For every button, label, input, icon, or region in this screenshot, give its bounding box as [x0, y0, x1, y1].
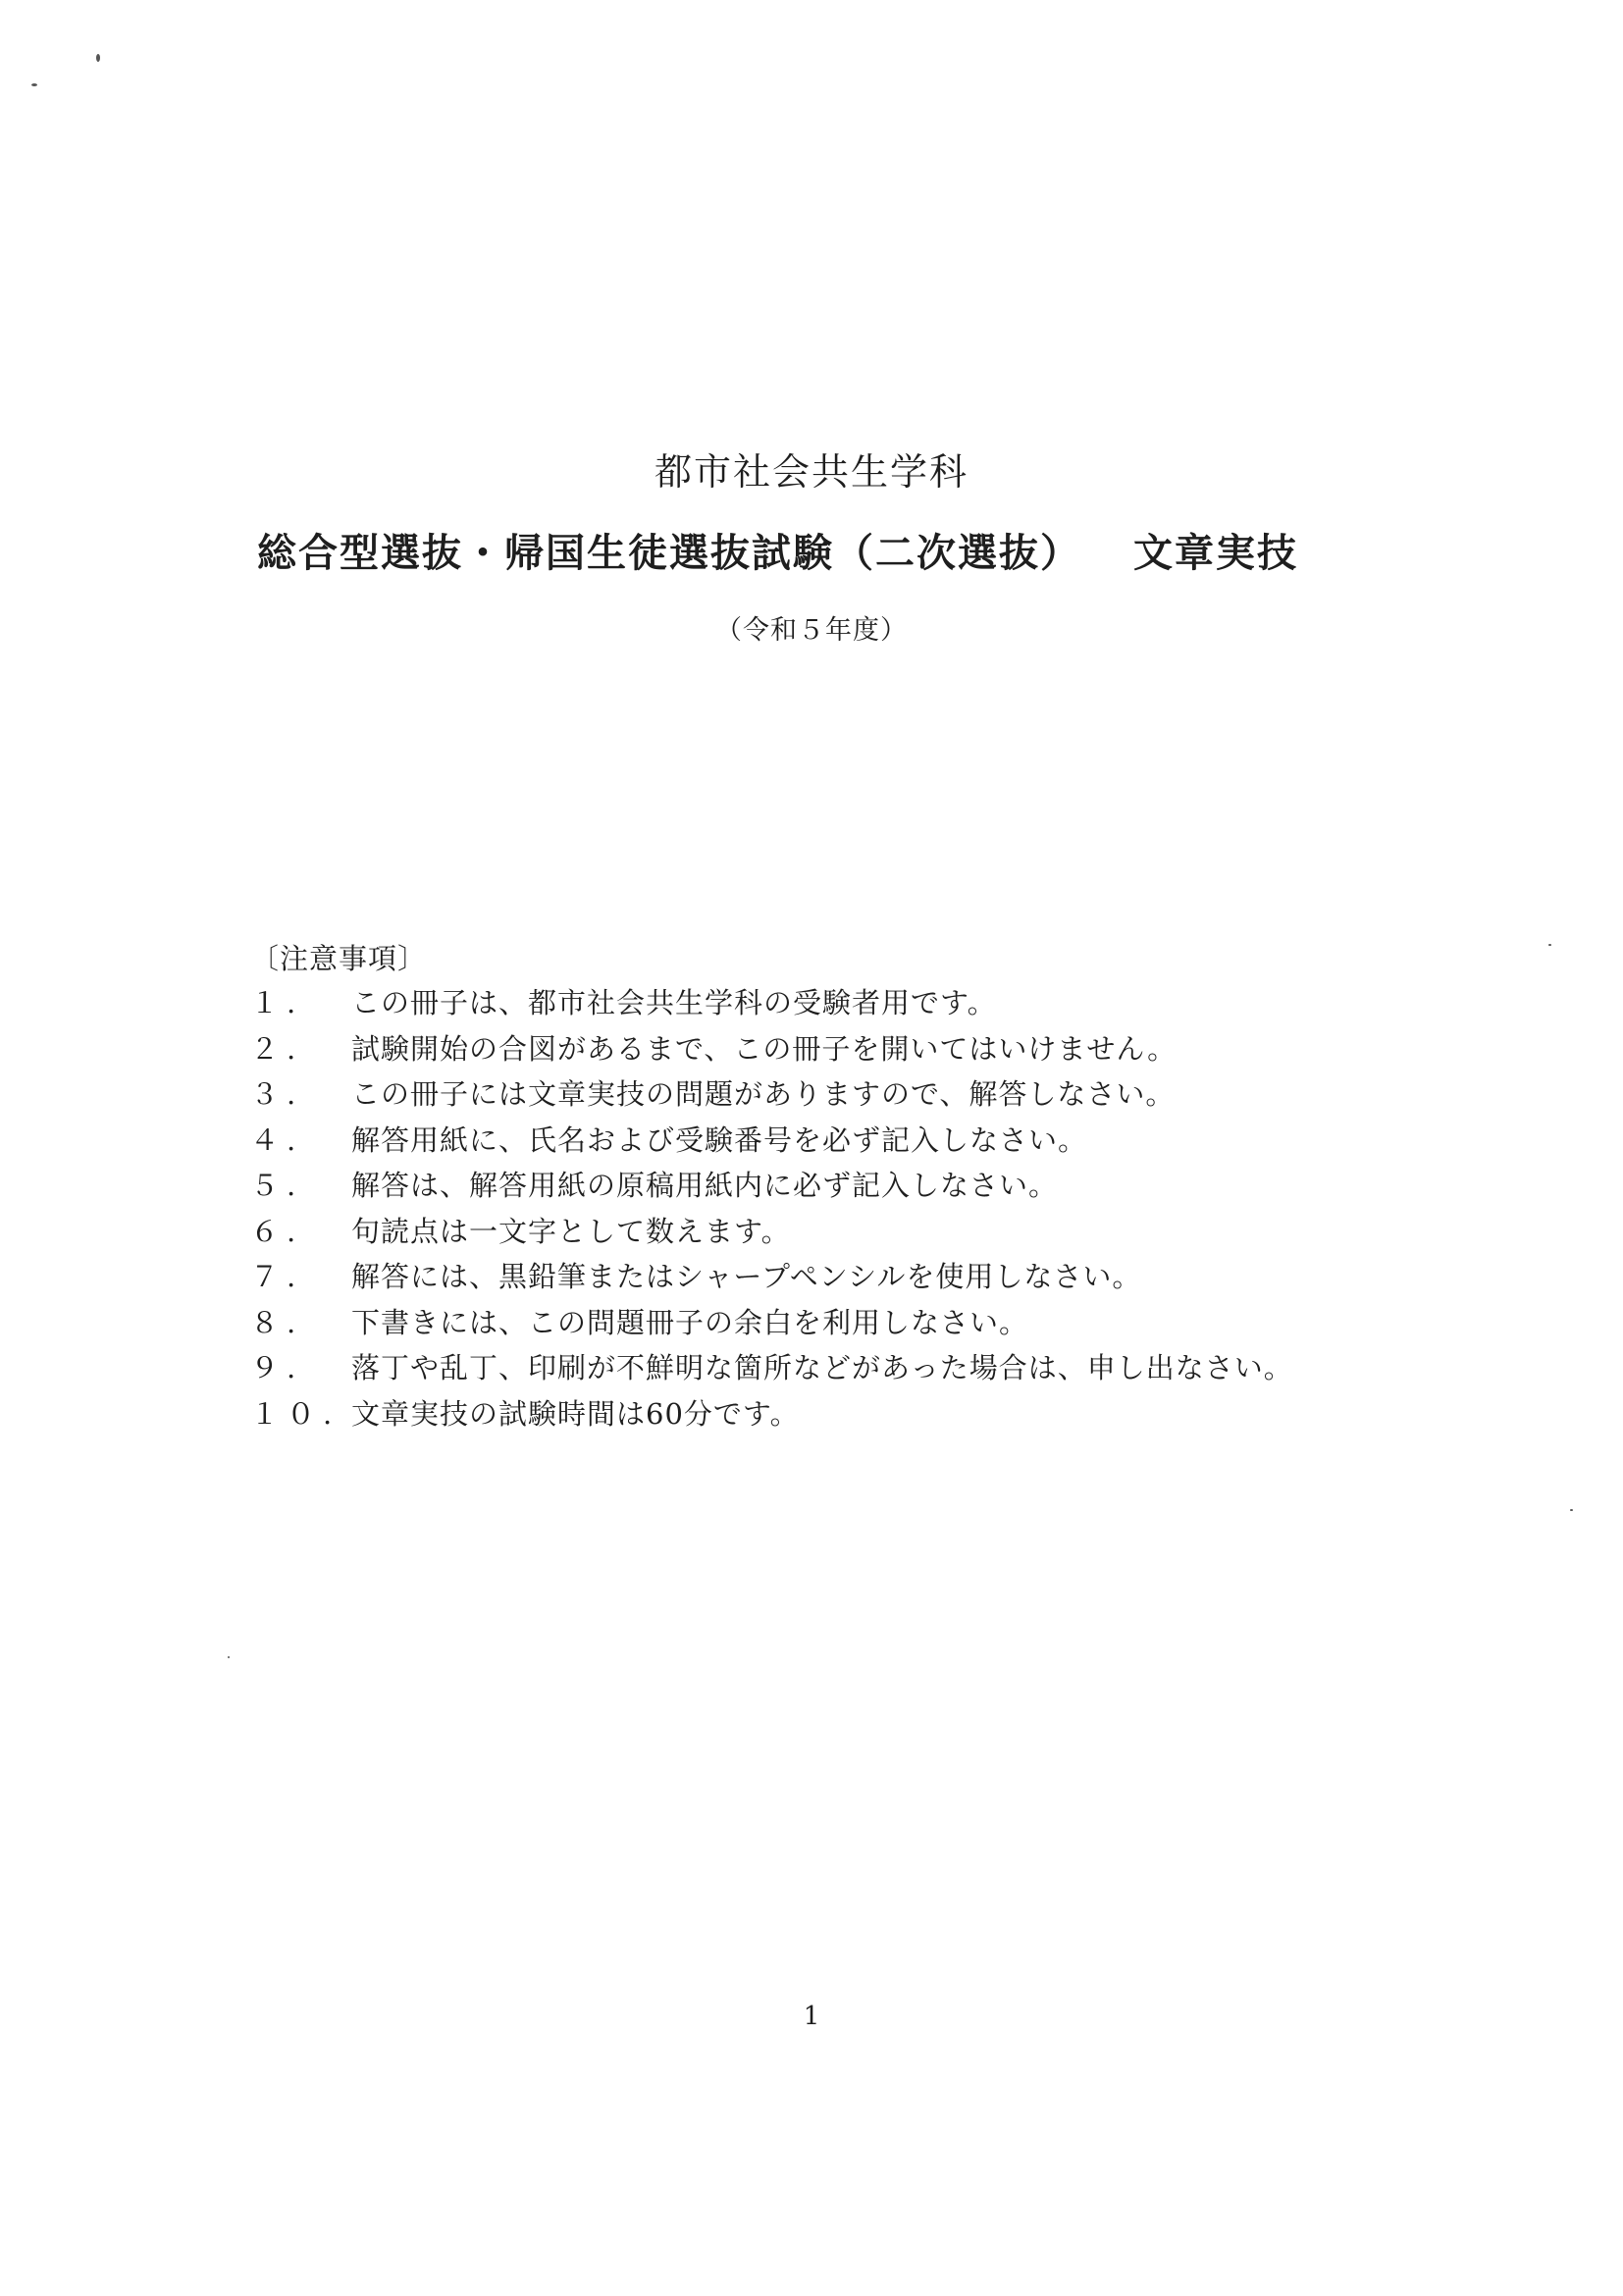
- note-number: ６.: [250, 1214, 304, 1248]
- note-number: ５.: [250, 1169, 304, 1202]
- exam-title: 総合型選抜・帰国生徒選抜試験（二次選抜）: [257, 530, 1081, 576]
- scan-speck: [31, 83, 37, 86]
- note-number: ７.: [250, 1260, 304, 1293]
- note-text: 下書きには、この問題冊子の余白を利用しなさい。: [351, 1305, 1029, 1339]
- note-text: 試験開始の合図があるまで、この冊子を開いてはいけません。: [351, 1031, 1178, 1066]
- note-text: この冊子には文章実技の問題がありますので、解答しなさい。: [351, 1077, 1176, 1111]
- note-text: 解答には、黒鉛筆またはシャープペンシルを使用しなさい。: [351, 1260, 1142, 1293]
- note-text: この冊子は、都市社会共生学科の受験者用です。: [351, 986, 997, 1019]
- note-item: [250, 1391, 1428, 1437]
- note-item: [250, 1026, 1428, 1072]
- note-number: ９.: [250, 1351, 304, 1384]
- note-number: ３.: [250, 1077, 304, 1111]
- note-item: [250, 1254, 1428, 1300]
- exam-subject: 文章実技: [1133, 530, 1298, 576]
- exam-year: （令和５年度）: [715, 615, 908, 646]
- scan-speck: [228, 1656, 230, 1658]
- notes-heading: 〔注意事項〕: [250, 942, 428, 975]
- note-item: [250, 1071, 1428, 1118]
- department-title: 都市社会共生学科: [654, 450, 969, 494]
- page-number: 1: [803, 2002, 820, 2031]
- note-item: [250, 1163, 1428, 1209]
- note-item: [250, 980, 1428, 1026]
- note-text: 文章実技の試験時間は60分です。: [351, 1396, 800, 1431]
- note-item: [250, 1345, 1428, 1391]
- note-number: ４.: [250, 1122, 304, 1157]
- note-number: ２.: [250, 1031, 304, 1066]
- note-text: 解答は、解答用紙の原稿用紙内に必ず記入しなさい。: [351, 1169, 1059, 1202]
- note-item: [250, 1209, 1428, 1255]
- note-item: [250, 1300, 1428, 1346]
- scan-speck: [1548, 944, 1551, 946]
- note-number: １.: [250, 986, 304, 1019]
- note-item: [250, 1118, 1428, 1164]
- note-text: 句読点は一文字として数えます。: [351, 1214, 791, 1248]
- note-number: ８.: [250, 1305, 304, 1339]
- note-number: １０.: [250, 1396, 340, 1431]
- scan-speck: [1570, 1509, 1573, 1511]
- scan-speck: [96, 54, 100, 62]
- note-text: 落丁や乱丁、印刷が不鮮明な箇所などがあった場合は、申し出なさい。: [351, 1351, 1293, 1384]
- note-text: 解答用紙に、氏名および受験番号を必ず記入しなさい。: [351, 1122, 1088, 1157]
- notes-section: [250, 937, 1428, 1436]
